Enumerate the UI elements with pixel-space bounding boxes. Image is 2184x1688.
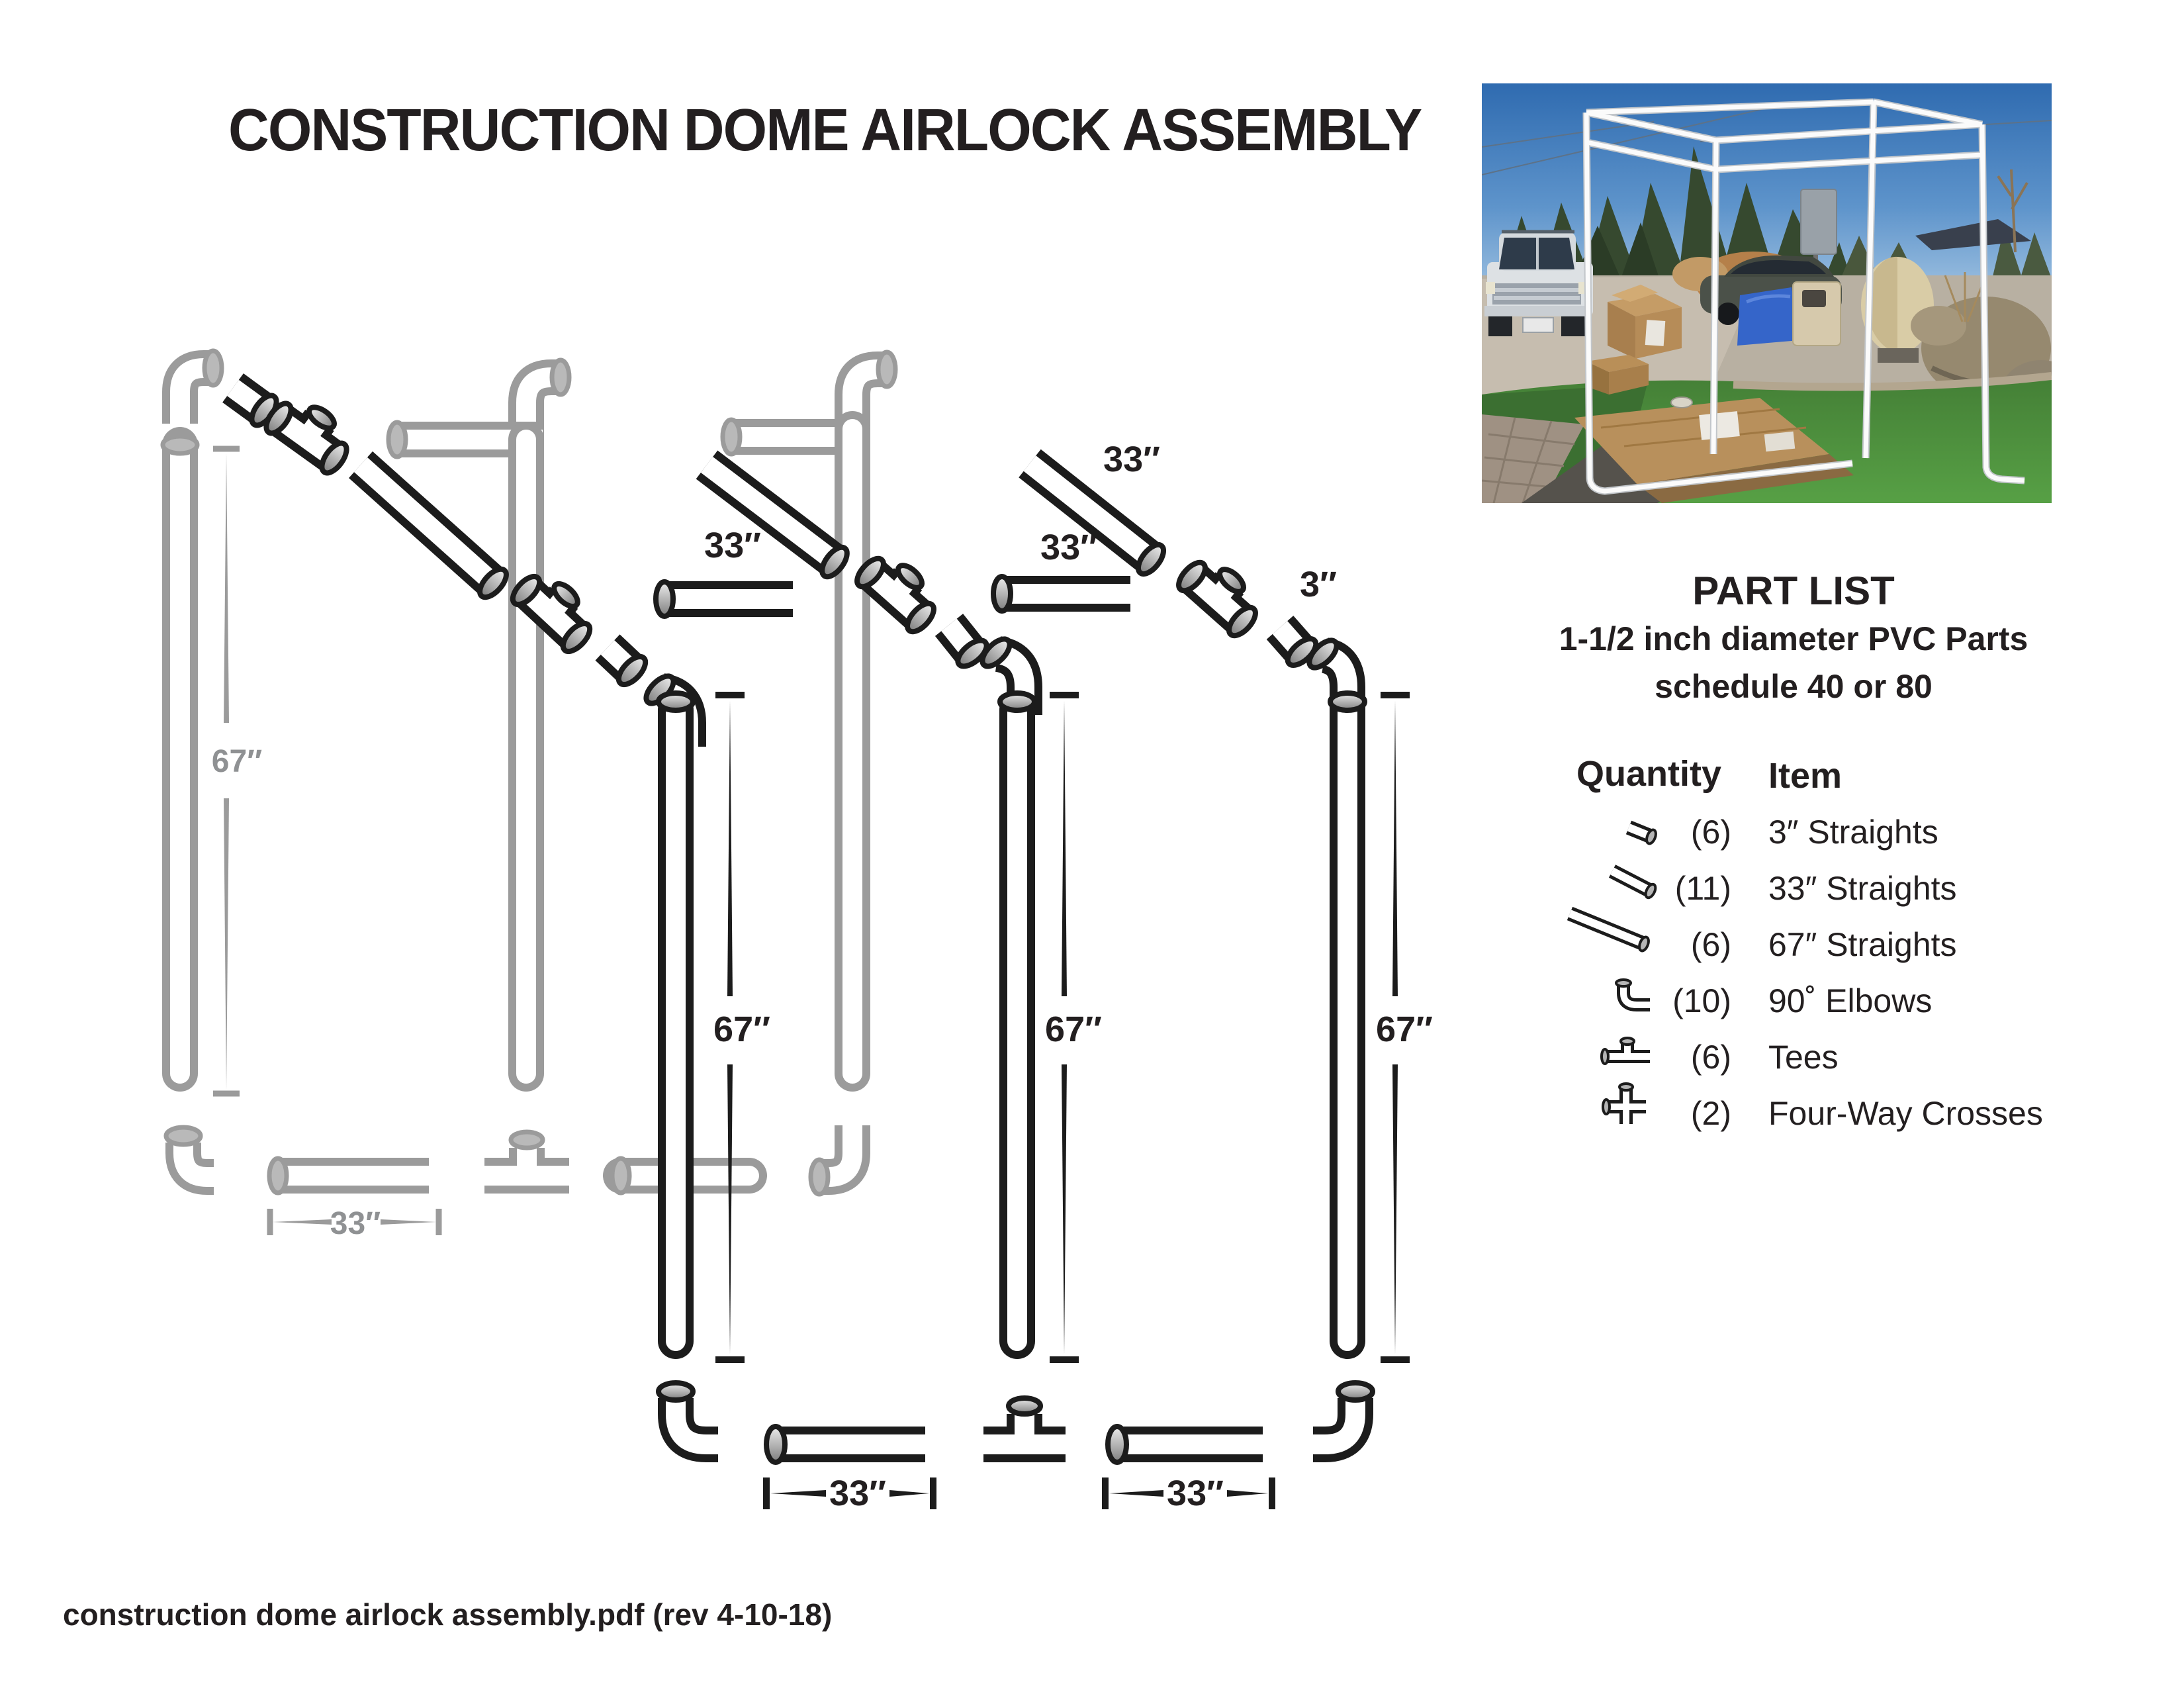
part-floor-elbow-right bbox=[1313, 1383, 1373, 1444]
ghost-elbow-bottom-left bbox=[166, 1127, 214, 1177]
site-photo bbox=[1482, 83, 2052, 503]
qty-tees: (6) bbox=[1690, 1039, 1731, 1076]
item-67in: 67″ Straights bbox=[1768, 926, 1957, 963]
part-floor-tee bbox=[983, 1398, 1066, 1444]
part-tee-d bbox=[1174, 558, 1260, 640]
dim-label-post-2: 67″ bbox=[1045, 1009, 1102, 1049]
page-title: CONSTRUCTION DOME AIRLOCK ASSEMBLY bbox=[228, 97, 1422, 164]
dim-label-ghost-33: 33″ bbox=[330, 1206, 381, 1241]
photo-equipment bbox=[1793, 282, 1841, 346]
part-tee-a bbox=[261, 399, 351, 477]
qty-33in: (11) bbox=[1674, 870, 1731, 907]
site-photo-art bbox=[1482, 83, 2052, 503]
photo-tarp bbox=[1737, 287, 1799, 346]
ghost-elbow-bottom-right bbox=[811, 1125, 852, 1194]
item-crosses: Four-Way Crosses bbox=[1768, 1095, 2043, 1132]
dim-label-floor-back: 33″ bbox=[1167, 1474, 1224, 1513]
item-elbows: 90˚ Elbows bbox=[1768, 982, 1933, 1019]
footer-filename: construction dome airlock assembly.pdf (rev 4-10-18) bbox=[63, 1597, 833, 1632]
item-33in: 33″ Straights bbox=[1768, 870, 1957, 907]
item-tees: Tees bbox=[1768, 1039, 1839, 1076]
dim-label-post-3: 67″ bbox=[1376, 1009, 1433, 1049]
qty-67in: (6) bbox=[1690, 926, 1731, 963]
part-floor-pipe-front bbox=[766, 1427, 925, 1462]
dim-label-rail-front: 33″ bbox=[704, 526, 761, 565]
part-3in-b bbox=[608, 647, 650, 689]
dim-label-ghost-67: 67″ bbox=[211, 744, 263, 779]
part-floor-pipe-back bbox=[1108, 1427, 1263, 1462]
ghost-floor-tee bbox=[484, 1132, 569, 1176]
dim-label-post-1: 67″ bbox=[713, 1009, 770, 1049]
dim-label-rail-back: 33″ bbox=[1040, 528, 1097, 567]
ghost-post-left bbox=[163, 436, 197, 1074]
part-list-heading: PART LIST bbox=[1692, 569, 1895, 613]
part-rail-33-back bbox=[993, 577, 1130, 611]
dim-label-floor-front: 33″ bbox=[829, 1474, 886, 1513]
part-floor-elbow-left bbox=[659, 1383, 718, 1444]
part-post-3 bbox=[1330, 693, 1365, 1341]
part-rail-33-front bbox=[656, 582, 793, 616]
qty-3in: (6) bbox=[1690, 814, 1731, 851]
part-post-1 bbox=[659, 693, 693, 1341]
part-list-subtitle-1: 1-1/2 inch diameter PVC Parts bbox=[1559, 620, 2028, 657]
item-3in: 3″ Straights bbox=[1768, 814, 1938, 851]
part-diag-33-a bbox=[361, 465, 511, 602]
qty-elbows: (10) bbox=[1672, 982, 1731, 1019]
dim-label-roof-diagonal: 33″ bbox=[1103, 440, 1160, 479]
ghost-elbow-top-left bbox=[180, 351, 222, 424]
part-list-subtitle-2: schedule 40 or 80 bbox=[1655, 668, 1933, 705]
dim-label-roof-stub: 3″ bbox=[1300, 565, 1337, 604]
column-header-quantity: Quantity bbox=[1576, 754, 1722, 794]
ghost-floor-pipe bbox=[269, 1158, 429, 1193]
qty-crosses: (2) bbox=[1690, 1095, 1731, 1132]
part-post-2 bbox=[1000, 693, 1034, 1341]
column-header-item: Item bbox=[1768, 756, 1843, 796]
